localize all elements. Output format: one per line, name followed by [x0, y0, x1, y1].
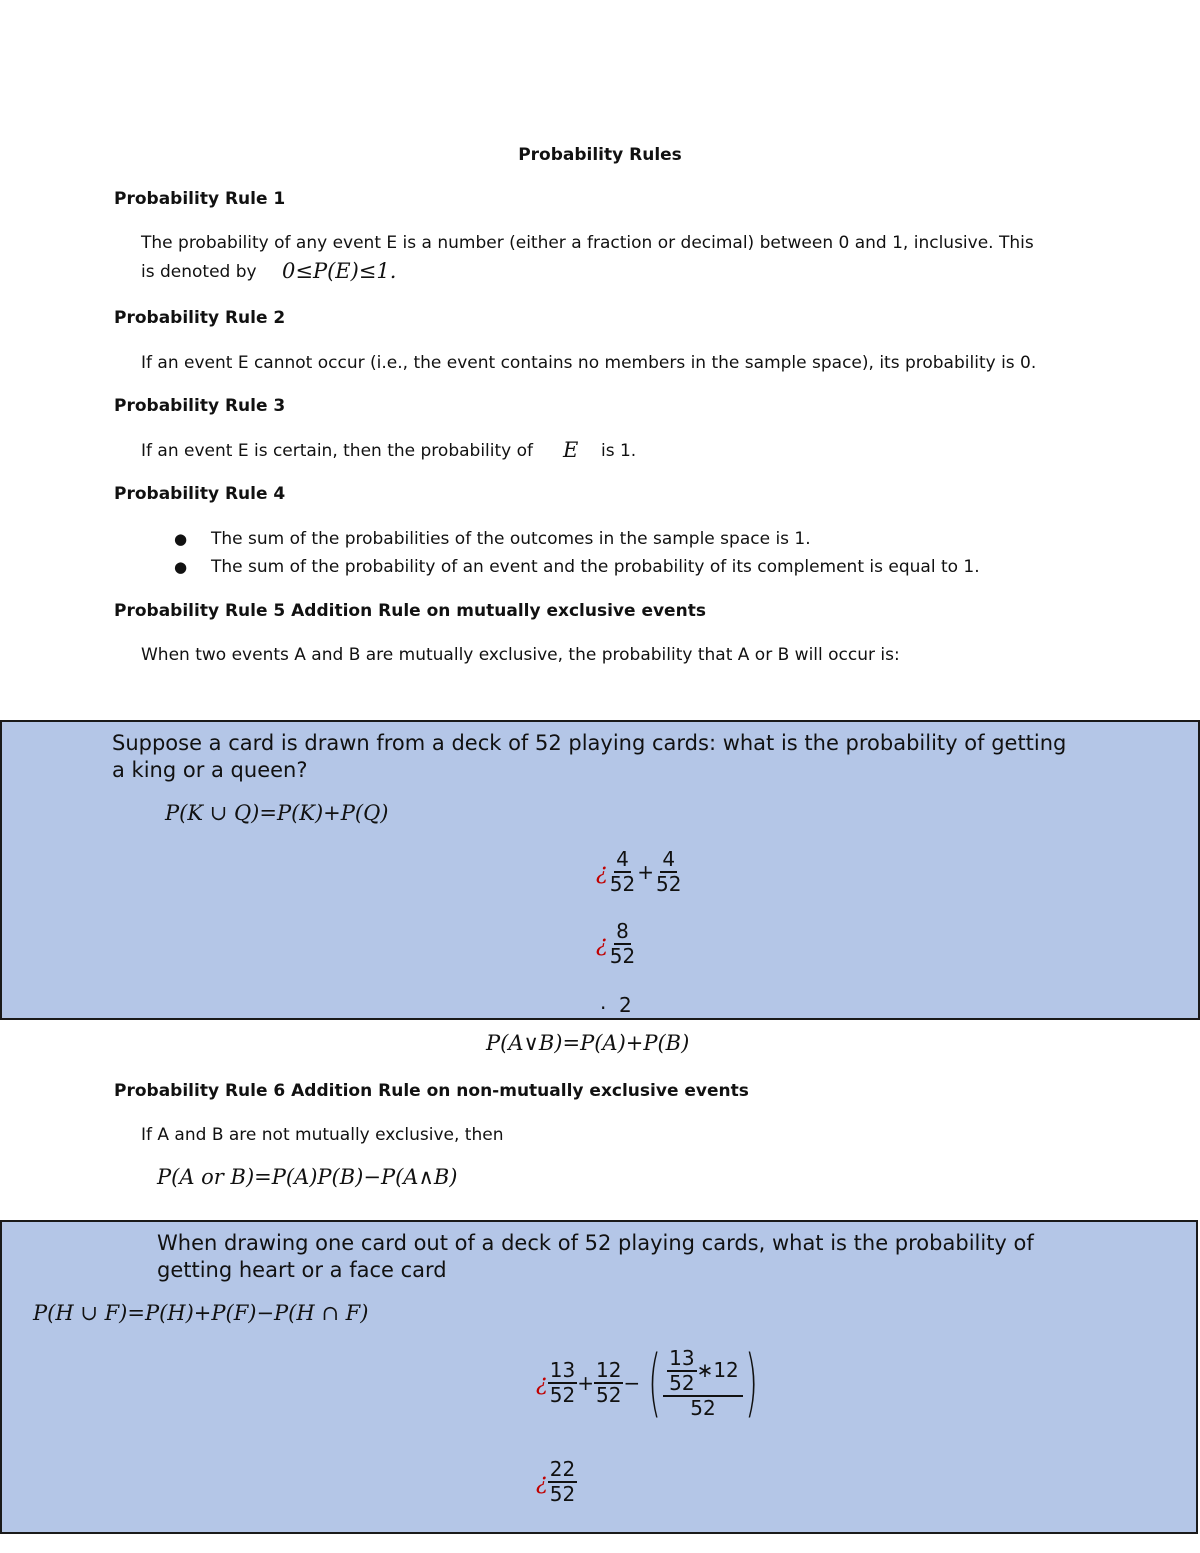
- rule5-heading: Probability Rule 5 Addition Rule on mutually exclusive events: [114, 601, 706, 621]
- left-paren: (: [648, 1340, 662, 1426]
- right-paren: ): [744, 1340, 758, 1426]
- page-title: Probability Rules: [518, 145, 682, 165]
- rule3-math-e: E: [563, 438, 579, 462]
- rule6-heading: Probability Rule 6 Addition Rule on non-mutually exclusive events: [114, 1081, 749, 1101]
- rule3-text-a: If an event E is certain, then the probability of: [141, 441, 534, 461]
- rule4-bullet-2: The sum of the probability of an event and the probability of its complement is equal to 1.: [211, 557, 980, 577]
- example2-box: [0, 1220, 1198, 1534]
- example2-step2: [536, 1458, 577, 1506]
- example1-step1: [596, 848, 683, 896]
- bullet-dot-2: ●: [174, 558, 188, 576]
- undefined-glyph: ¿: [536, 1469, 548, 1495]
- fraction: $\frac{13}{52}$: [549, 1358, 576, 1407]
- example1-step2: [596, 920, 637, 968]
- fraction: $\frac{4}{52}$: [609, 847, 636, 896]
- rule5-text: When two events A and B are mutually exclusive, the probability that A or B will occur is:: [141, 645, 900, 665]
- example2-question: When drawing one card out of a deck of 52 playing cards, what is the probability of getting heart or a face card: [157, 1231, 1034, 1282]
- rule6-formula: P(A or B)=P(A)P(B)−P(A∧B): [157, 1165, 458, 1189]
- fraction: $\frac{22}{52}$: [549, 1457, 576, 1506]
- fraction: $\frac{4}{52}$: [656, 847, 682, 896]
- rule6-text: If A and B are not mutually exclusive, then: [141, 1125, 504, 1145]
- fraction: $\frac{8}{52}$: [609, 919, 636, 968]
- compound-fraction: $\frac{13}{52}$ ∗12 52: [663, 1347, 743, 1420]
- rule1-text-line1: The probability of any event E is a number (either a fraction or decimal) between 0 and 1, inclusive. This: [141, 233, 1034, 253]
- rule1-heading: Probability Rule 1: [114, 189, 286, 209]
- rule4-heading: Probability Rule 4: [114, 484, 286, 504]
- undefined-glyph: ¿: [596, 859, 608, 885]
- example1-formula: P(K ∪ Q)=P(K)+P(Q): [165, 801, 389, 825]
- example1-result-dot: .: [600, 990, 607, 1014]
- rule5-formula: P(A∨B)=P(A)+P(B): [486, 1031, 690, 1055]
- rule1-formula: 0≤P(E)≤1.: [282, 259, 397, 283]
- example1-box: [0, 720, 1200, 1020]
- plus-sign: +: [637, 860, 655, 884]
- rule2-text: If an event E cannot occur (i.e., the event contains no members in the sample space), its probability is 0.: [141, 353, 1037, 373]
- fraction: $\frac{12}{52}$: [596, 1358, 622, 1407]
- bullet-dot-1: ●: [174, 530, 188, 548]
- plus-sign: +: [577, 1371, 595, 1395]
- rule4-bullet-1: The sum of the probabilities of the outcomes in the sample space is 1.: [211, 529, 811, 549]
- undefined-glyph: ¿: [596, 931, 608, 957]
- undefined-glyph: ¿: [536, 1370, 548, 1396]
- example2-step1: [536, 1340, 766, 1426]
- rule1-text-line2: is denoted by: [141, 262, 257, 282]
- rule2-heading: Probability Rule 2: [114, 308, 286, 328]
- example1-result: 2: [619, 993, 632, 1017]
- rule3-text-b: is 1.: [601, 441, 637, 461]
- minus-sign: −: [623, 1371, 641, 1395]
- example2-formula: P(H ∪ F)=P(H)+P(F)−P(H ∩ F): [33, 1301, 369, 1325]
- rule3-heading: Probability Rule 3: [114, 396, 286, 416]
- example1-question: Suppose a card is drawn from a deck of 52 playing cards: what is the probability of getting a king or a queen?: [112, 731, 1067, 782]
